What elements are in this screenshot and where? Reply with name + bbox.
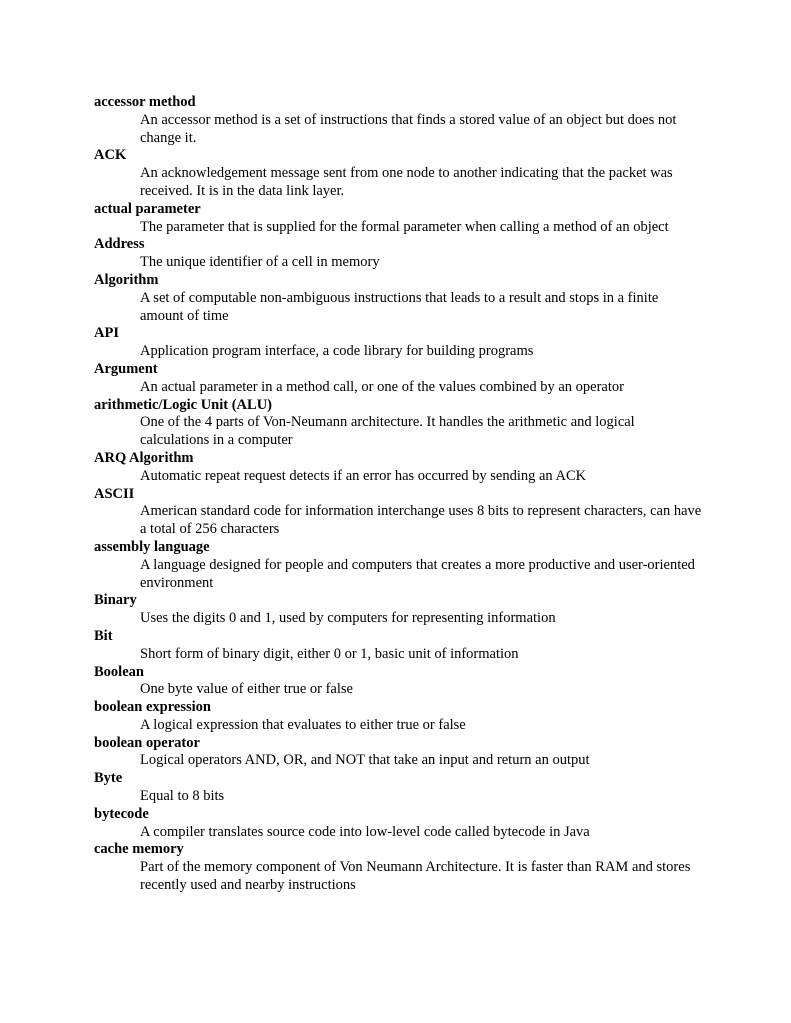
glossary-entry — [94, 628, 704, 664]
glossary-definition: American standard code for information interchange uses 8 bits to represent characters, can have a total of 256 characters — [140, 503, 702, 538]
glossary-entry — [94, 147, 704, 200]
glossary-definition: A compiler translates source code into low-level code called bytecode in Java — [140, 823, 590, 840]
glossary-definition: The parameter that is supplied for the formal parameter when calling a method of an object — [140, 218, 669, 235]
glossary-entry — [94, 770, 704, 806]
glossary-entry — [94, 94, 704, 147]
glossary-definition: The unique identifier of a cell in memory — [140, 254, 380, 271]
glossary-term: arithmetic/Logic Unit (ALU) — [94, 396, 272, 413]
glossary-definition: An acknowledgement message sent from one node to another indicating that the packet was received. It is in the data link layer. — [140, 165, 673, 199]
glossary-definition: An accessor method is a set of instructions that finds a stored value of an object but does not change it. — [140, 111, 677, 146]
glossary-definition: Automatic repeat request detects if an error has occurred by sending an ACK — [140, 467, 587, 484]
glossary-term: ACK — [94, 147, 127, 164]
glossary-definition: Application program interface, a code library for building programs — [140, 343, 534, 360]
glossary-entry — [94, 699, 704, 735]
glossary-term: Binary — [94, 592, 137, 609]
glossary-term: bytecode — [94, 805, 149, 822]
glossary-definition: An actual parameter in a method call, or one of the values combined by an operator — [140, 378, 624, 395]
glossary-term: actual parameter — [94, 200, 201, 217]
glossary-term: Argument — [94, 360, 158, 377]
glossary-entry — [94, 664, 704, 700]
glossary-entry — [94, 201, 704, 237]
glossary-entry — [94, 325, 704, 361]
glossary-term: Bit — [94, 627, 113, 644]
glossary-entry — [94, 397, 704, 450]
glossary-term: accessor method — [94, 94, 196, 110]
glossary-entry — [94, 486, 704, 539]
glossary-term: Boolean — [94, 663, 144, 680]
glossary-entry — [94, 841, 704, 894]
glossary-term: Byte — [94, 770, 123, 787]
glossary-definition: Logical operators AND, OR, and NOT that take an input and return an output — [140, 752, 590, 769]
glossary-definition: One byte value of either true or false — [140, 681, 353, 698]
glossary-definition: A set of computable non-ambiguous instructions that leads to a result and stops in a finite amount of time — [140, 289, 659, 324]
glossary-entry — [94, 735, 704, 771]
glossary-entry — [94, 361, 704, 397]
glossary-term: boolean operator — [94, 734, 200, 751]
glossary-term: API — [94, 325, 119, 342]
glossary-entry — [94, 592, 704, 628]
glossary-definition: A logical expression that evaluates to either true or false — [140, 716, 466, 733]
glossary-term: assembly language — [94, 538, 210, 555]
glossary-definition: One of the 4 parts of Von-Neumann architecture. It handles the arithmetic and logical calculations in a computer — [140, 414, 635, 449]
glossary-term: Address — [94, 236, 145, 253]
glossary-entry — [94, 806, 704, 842]
glossary-entry — [94, 539, 704, 592]
glossary-definition: Short form of binary digit, either 0 or 1, basic unit of information — [140, 645, 519, 662]
glossary-definition: Part of the memory component of Von Neumann Architecture. It is faster than RAM and stores recently used and nearby instructions — [140, 859, 691, 894]
glossary-page — [94, 94, 704, 895]
glossary-definition: Equal to 8 bits — [140, 788, 225, 805]
glossary-definition: Uses the digits 0 and 1, used by computers for representing information — [140, 610, 556, 627]
glossary-term: ARQ Algorithm — [94, 449, 194, 466]
glossary-definition: A language designed for people and computers that creates a more productive and user-oriented environment — [140, 556, 695, 591]
glossary-term: ASCII — [94, 485, 135, 502]
glossary-term: Algorithm — [94, 271, 159, 288]
glossary-term: cache memory — [94, 841, 184, 858]
glossary-entry — [94, 236, 704, 272]
glossary-term: boolean expression — [94, 699, 211, 716]
glossary-entry — [94, 450, 704, 486]
glossary-entry — [94, 272, 704, 325]
